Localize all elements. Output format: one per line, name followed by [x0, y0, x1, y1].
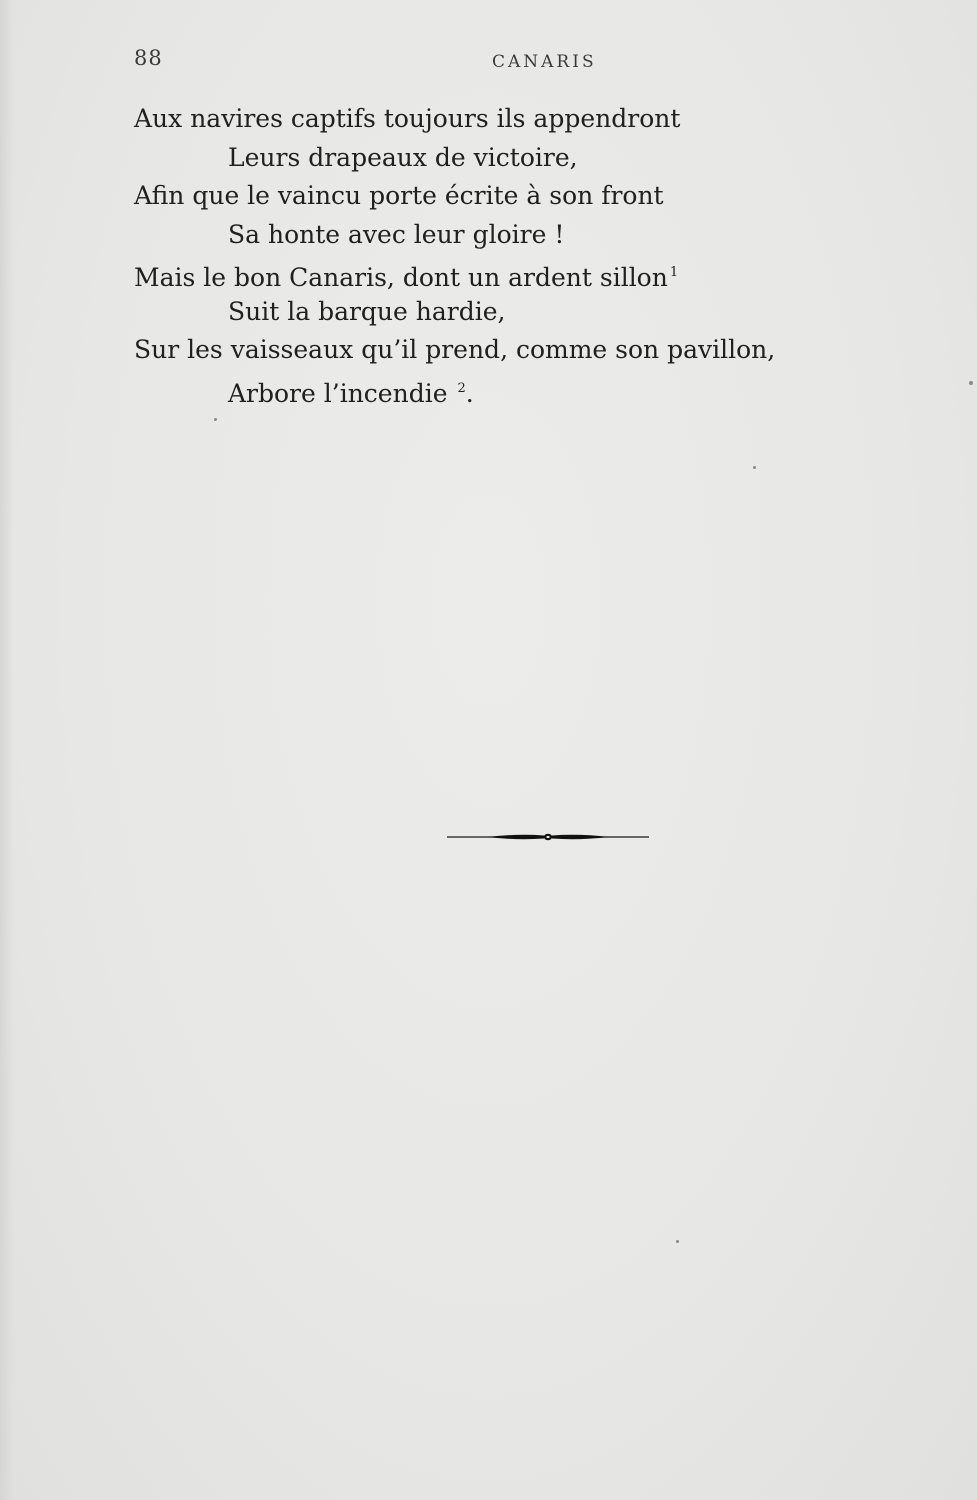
- page-number: 88: [134, 46, 163, 70]
- verse-line-3: [134, 177, 954, 216]
- verse-line-5: [134, 254, 954, 293]
- running-title: CANARIS: [492, 52, 597, 72]
- paper-speck: [676, 1240, 679, 1243]
- verse-text: Mais le bon Canaris, dont un ardent sillon: [134, 263, 668, 292]
- verse-line-2: [134, 139, 954, 178]
- verse-line-7: [134, 331, 954, 370]
- verse-line-8: [134, 370, 954, 409]
- page-gutter-shadow: [0, 0, 14, 1500]
- footnote-marker: 1: [669, 265, 679, 280]
- verse-text: Sa honte avec leur gloire !: [228, 219, 565, 249]
- paper-speck: [753, 466, 756, 469]
- verse-text: Arbore l’incendie: [228, 378, 448, 408]
- verse-text: Aux navires captifs toujours ils appendront: [134, 104, 681, 133]
- verse-text: Sur les vaisseaux qu’il prend, comme son pavillon,: [134, 335, 776, 364]
- verse-text: Leurs drapeaux de victoire,: [228, 142, 578, 172]
- verse-text: Suit la barque hardie,: [228, 296, 506, 326]
- verse-line-1: [134, 100, 954, 139]
- paper-speck: [214, 418, 217, 421]
- verse-line-6: [134, 293, 954, 332]
- footnote-marker: 2: [457, 380, 466, 396]
- verse-trailing-punctuation: .: [465, 378, 474, 408]
- poem-stanza: [134, 100, 954, 408]
- tailpiece-rule-ornament-icon: [447, 827, 649, 847]
- verse-line-4: [134, 216, 954, 255]
- paper-speck: [969, 381, 973, 385]
- verse-text: Afin que le vaincu porte écrite à son front: [134, 181, 664, 210]
